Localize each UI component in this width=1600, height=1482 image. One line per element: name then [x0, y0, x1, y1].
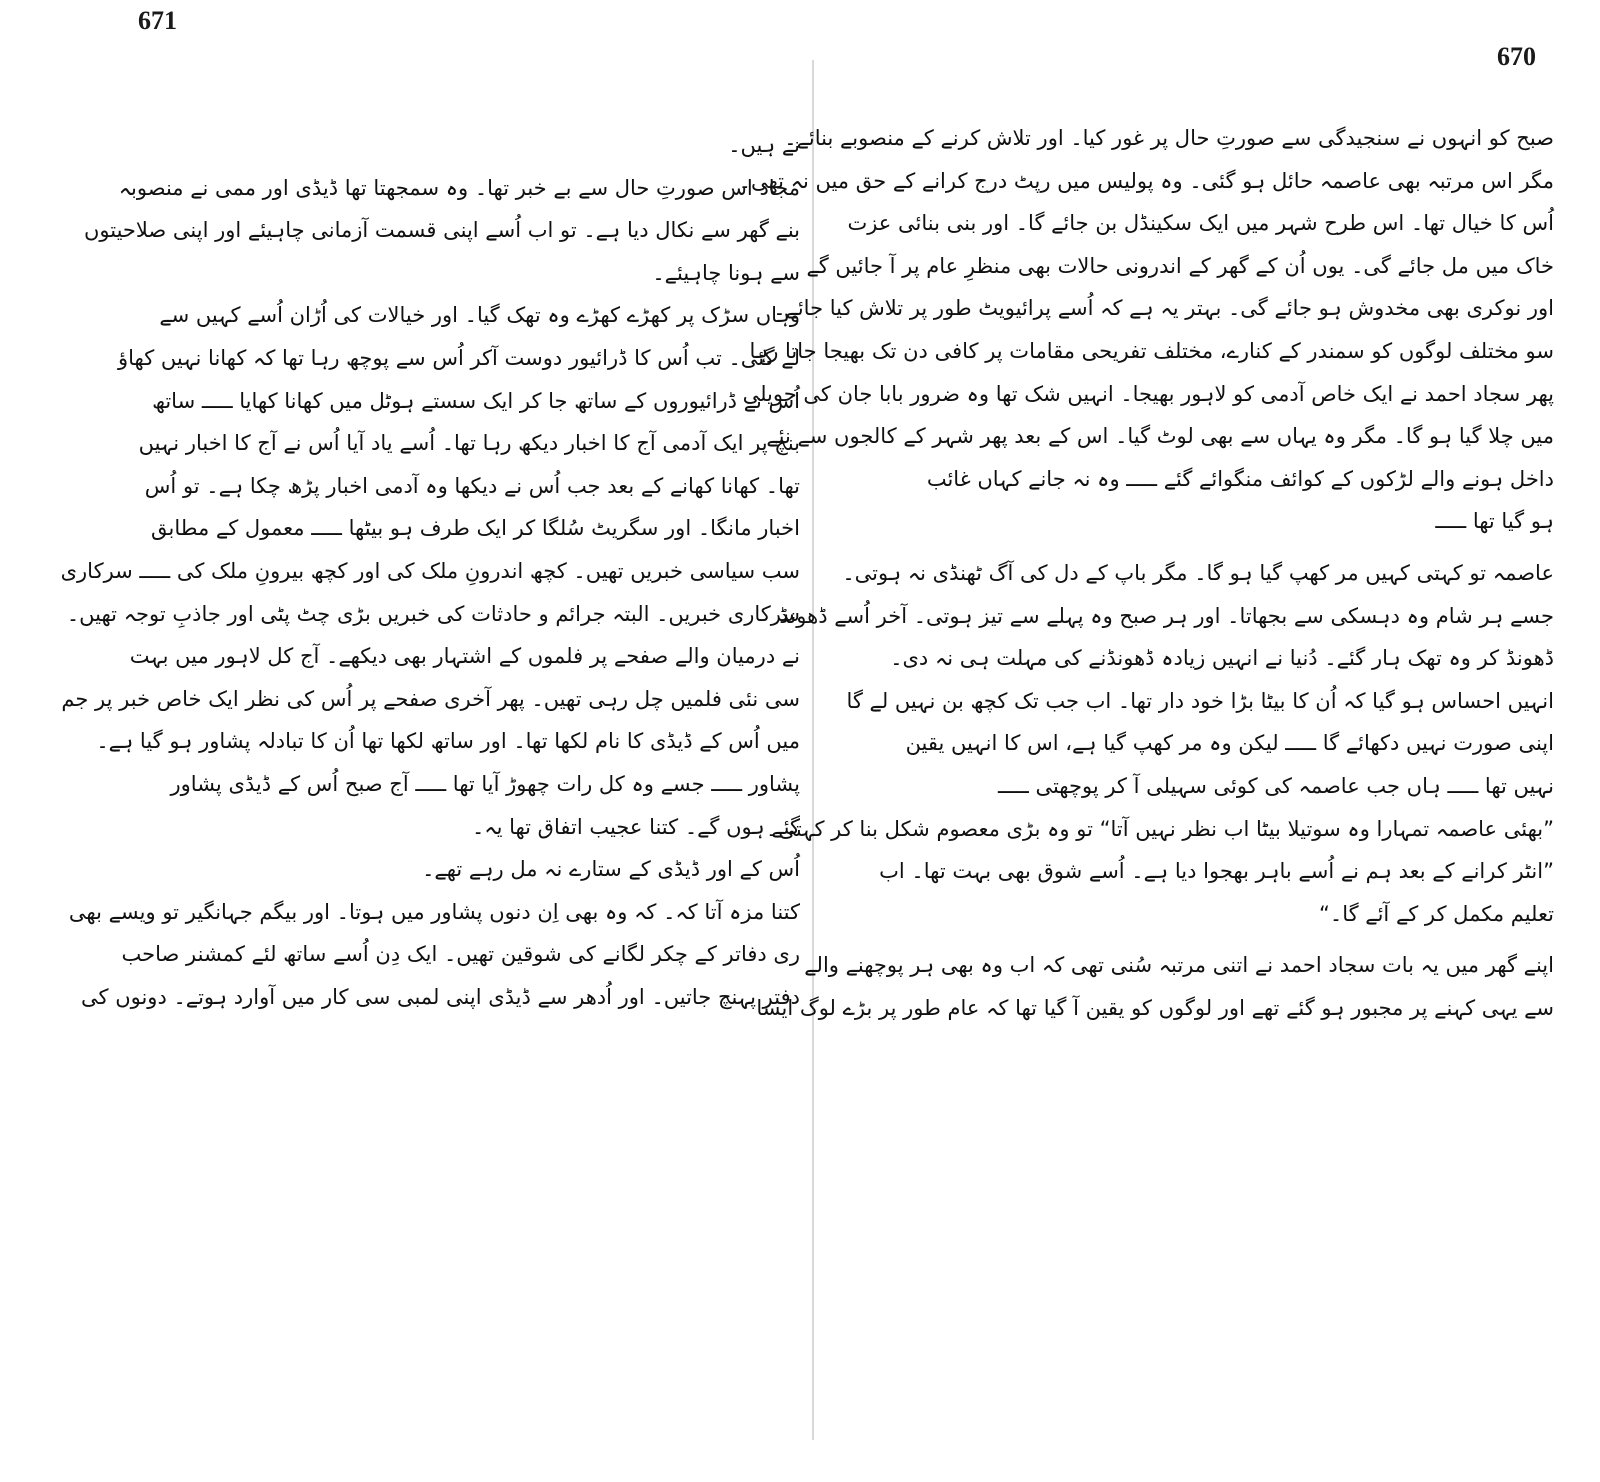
text-line: عاصمہ تو کہتی کہیں مر کھپ گیا ہو گا۔ مگر باپ کے دل کی آگ ٹھنڈی نہ ہوتی۔: [842, 560, 1554, 585]
text-line: صبح کو انہوں نے سنجیدگی سے صورتِ حال پر غور کیا۔ اور تلاش کرنے کے منصوبے بنائے۔: [784, 126, 1554, 150]
page-number-right: 670: [1497, 42, 1536, 71]
text-line: ”بھئی عاصمہ تمہارا وہ سوتیلا بیٹا اب نظر نہیں آتا“ تو وہ بڑی معصوم شکل بنا کر کہتی۔: [766, 816, 1554, 841]
text-line: سے ہونا چاہیئے۔: [652, 260, 800, 285]
text-line: اُس کے اور ڈیڈی کے ستارے نہ مل رہے تھے۔: [422, 857, 800, 882]
left-page-text: [60, 124, 800, 1018]
text-line: وہاں سڑک پر کھڑے کھڑے وہ تھک گیا۔ اور خیالات کی اُڑان اُسے کہیں سے: [159, 303, 800, 328]
text-line: اُس نے ڈرائیوروں کے ساتھ جا کر ایک سستے ہوٹل میں کھانا کھایا ـــــ ساتھ: [152, 388, 800, 413]
text-line: مگر اس مرتبہ بھی عاصمہ حائل ہو گئی۔ وہ پولیس میں رپٹ درج کرانے کے حق میں نہ تھی۔: [738, 168, 1554, 193]
text-line: جسے ہر شام وہ دہسکی سے بجھاتا۔ اور ہر صبح وہ پہلے سے تیز ہوتی۔ آخر اُسے ڈھونڈ: [779, 603, 1554, 628]
text-line: تھا۔ کھانا کھانے کے بعد جب اُس نے دیکھا وہ آدمی اخبار پڑھ چکا ہے۔ تو اُس: [144, 473, 800, 498]
text-line: بنچ پر ایک آدمی آج کا اخبار دیکھ رہا تھا۔ اُسے یاد آیا اُس نے آج کا اخبار نہیں: [138, 431, 800, 456]
text-line: گئے ہوں گے۔ کتنا عجیب اتفاق تھا یہ۔: [471, 814, 800, 839]
text-line: نے ہیں۔: [728, 133, 800, 157]
text-line: سو مختلف لوگوں کو سمندر کے کنارے، مختلف تفریحی مقامات پر کافی دن تک بھیجا جاتا رہا: [749, 338, 1554, 363]
text-line: نے درمیان والے صفحے پر فلموں کے اشتہار بھی دیکھے۔ آج کل لاہور میں بہت: [129, 644, 800, 669]
text-line: بنے گھر سے نکال دیا ہے۔ تو اب اُسے اپنی قسمت آزمانی چاہیئے اور اپنی صلاحیتوں: [83, 218, 800, 243]
text-line: اُس کا خیال تھا۔ اس طرح شہر میں ایک سکینڈل بن جائے گا۔ اور بنی بنائی عزت: [847, 211, 1554, 236]
text-line: سی نئی فلمیں چل رہی تھیں۔ پھر آخری صفحے پر اُس کی نظر ایک خاص خبر پر جم: [61, 686, 800, 711]
text-line: انہیں احساس ہو گیا کہ اُن کا بیٹا بڑا خود دار تھا۔ اب جب تک کچھ بن نہیں لے گا: [846, 688, 1554, 713]
text-line: دفتر پہنچ جاتیں۔ اور اُدھر سے ڈیڈی اپنی لمبی سی کار میں آوارد ہوتے۔ دونوں کی: [81, 984, 800, 1009]
text-line: نہیں تھا ـــــ ہاں جب عاصمہ کی کوئی سہیلی آ کر پوچھتی ـــــ: [998, 773, 1554, 798]
text-line: سرکاری خبریں۔ البتہ جرائم و حادثات کی خبریں بڑی چٹ پٹی اور جاذبِ توجہ تھیں۔: [66, 601, 800, 626]
text-line: اور نوکری بھی مخدوش ہو جائے گی۔ بہتر یہ ہے کہ اُسے پرائیویٹ طور پر تلاش کیا جائے۔: [773, 296, 1554, 321]
text-line: سب سیاسی خبریں تھیں۔ کچھ اندرونِ ملک کی اور کچھ بیرونِ ملک کی ـــــ سرکاری: [60, 558, 800, 583]
text-line: ری دفاتر کے چکر لگانے کی شوقین تھیں۔ ایک دِن اُسے ساتھ لئے کمشنر صاحب: [121, 942, 800, 967]
text-line: لے گئی۔ تب اُس کا ڈرائیور دوست آکر اُس سے پوچھ رہا تھا کہ کھانا نہیں کھاؤ: [118, 345, 800, 370]
text-line: کتنا مزہ آتا کہ۔ کہ وہ بھی اِن دنوں پشاور میں ہوتا۔ اور بیگم جہانگیر تو ویسے بھی: [68, 899, 800, 924]
text-line: اخبار مانگا۔ اور سگریٹ سُلگا کر ایک طرف ہو بیٹھا ـــــ معمول کے مطابق: [151, 516, 800, 541]
text-line: ہو گیا تھا ـــــ: [1435, 509, 1554, 534]
text-line: سے یہی کہنے پر مجبور ہو گئے تھے اور لوگوں کو یقین آ گیا تھا کہ عام طور پر بڑے لوگ ایسا: [756, 995, 1554, 1020]
text-line: خاک میں مل جائے گی۔ یوں اُن کے گھر کے اندرونی حالات بھی منظرِ عام پر آ جائیں گے: [806, 253, 1554, 278]
text-line: داخل ہونے والے لڑکوں کے کوائف منگوائے گئے ـــــ وہ نہ جانے کہاں غائب: [926, 466, 1554, 491]
text-line: پھر سجاد احمد نے ایک خاص آدمی کو لاہور بھیجا۔ انہیں شک تھا وہ ضرور بابا جان کی حویلی: [742, 381, 1554, 406]
text-line: تعلیم مکمل کر کے آئے گا۔“: [1319, 901, 1554, 926]
text-line: میں چلا گیا ہو گا۔ مگر وہ یہاں سے بھی لوٹ گیا۔ اس کے بعد پھر شہر کے کالجوں سے نئے: [766, 424, 1554, 449]
text-line: میں اُس کے ڈیڈی کا نام لکھا تھا۔ اور ساتھ لکھا تھا اُن کا تبادلہ پشاور ہو گیا ہے۔: [96, 729, 800, 754]
text-line: ”انٹر کرانے کے بعد ہم نے اُسے باہر بھجوا دیا ہے۔ اُسے شوق بھی بہت تھا۔ اب: [879, 859, 1554, 884]
text-line: ڈھونڈ کر وہ تھک ہار گئے۔ دُنیا نے انہیں زیادہ ڈھونڈنے کی مہلت ہی نہ دی۔: [890, 646, 1554, 671]
text-line: پشاور ـــــ جسے وہ کل رات چھوڑ آیا تھا ـــــ آج صبح اُس کے ڈیڈی پشاور: [170, 771, 800, 796]
text-line: اپنے گھر میں یہ بات سجاد احمد نے اتنی مرتبہ سُنی تھی کہ اب وہ بھی ہر پوچھنے والے: [804, 953, 1554, 978]
text-line: مجاد اس صورتِ حال سے بے خبر تھا۔ وہ سمجھتا تھا ڈیڈی اور ممی نے منصوبہ: [118, 175, 800, 200]
text-line: اپنی صورت نہیں دکھائے گا ـــــ لیکن وہ مر کھپ گیا ہے، اس کا انہیں یقین: [905, 731, 1554, 756]
page-number-left: 671: [138, 6, 177, 35]
